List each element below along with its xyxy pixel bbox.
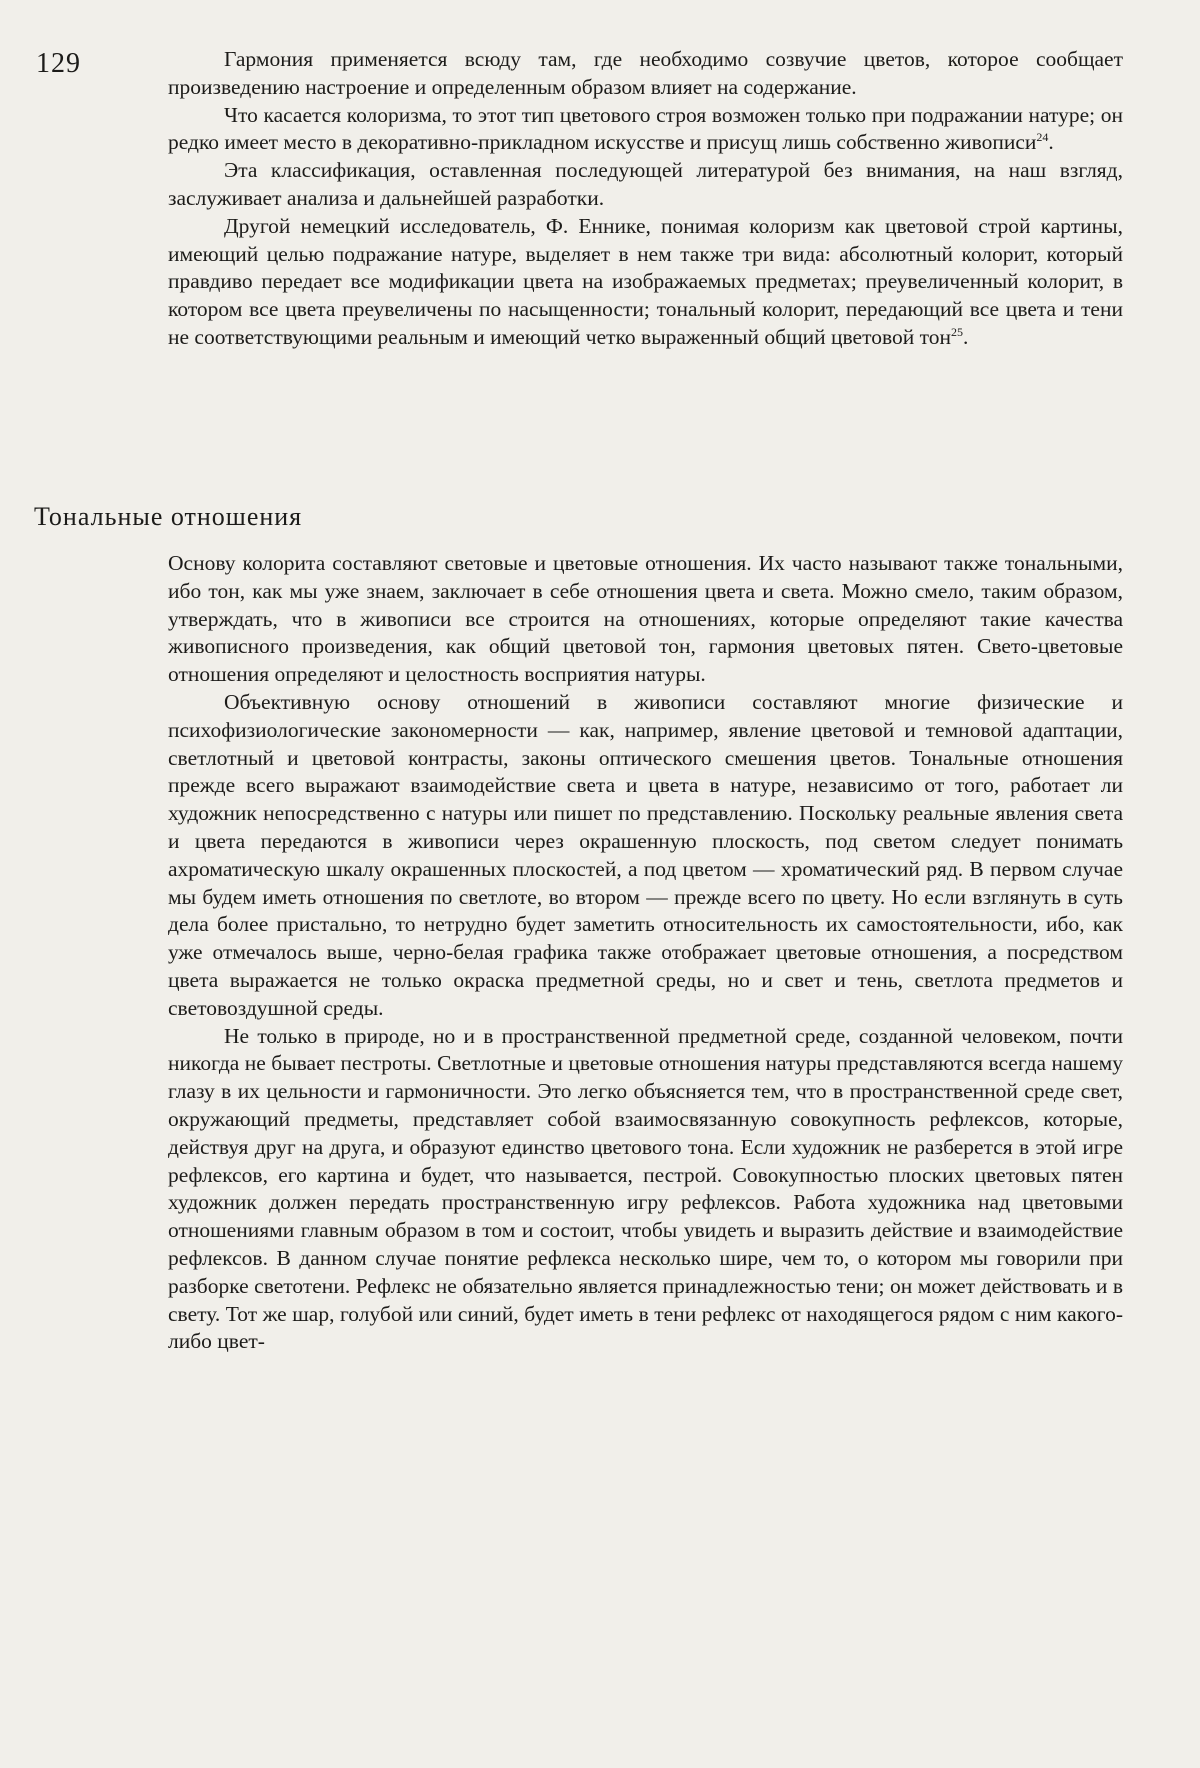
paragraph: Не только в природе, но и в пространственной предметной среде, созданной человеком, почти никогда не бывает пестроты. Светлотные и цветовые отношения натуры представляются всегда нашему глазу в их цельности и гармоничности. Это легко объясняется тем, что в пространственной среде свет, окружающий предметы, представляет собой взаимосвязанную совокупность рефлексов, которые, действуя друг на друга, и образуют единство цветового тона. Если художник не разберется в этой игре рефлексов, его картина и будет, что называется, пестрой. Совокупностью плоских цветовых пятен художник должен передать пространственную игру рефлексов. Работа художника над цветовыми отношениями главным образом в том и состоит, чтобы увидеть и выразить действие и взаимодействие рефлексов. В данном случае понятие рефлекса несколько шире, чем то, о котором мы говорили при разборке светотени. Рефлекс не обязательно является принадлежностью тени; он может действовать и в свету. Тот же шар, голубой или синий, будет иметь в тени рефлекс от находящегося рядом с ним какого-либо цвет- [168, 1023, 1123, 1357]
bottom-text-block [168, 550, 1123, 1356]
paragraph: Что касается колоризма, то этот тип цветового строя возможен только при подражании натуре; он редко имеет место в декоративно-прикладном искусстве и присущ лишь собственно живописи24. [168, 102, 1123, 158]
paragraph: Объективную основу отношений в живописи составляют многие физические и психофизиологические закономерности — как, например, явление цветовой и темновой адаптации, светлотный и цветовой контрасты, законы оптического смешения цветов. Тональные отношения прежде всего выражают взаимодействие света и цвета в натуре, независимо от того, работает ли художник непосредственно с натуры или пишет по представлению. Поскольку реальные явления света и цвета передаются в живописи через окрашенную плоскость, под светом следует понимать ахроматическую шкалу окрашенных плоскостей, а под цветом — хроматический ряд. В первом случае мы будем иметь отношения по светлоте, во втором — прежде всего по цвету. Но если взглянуть в суть дела более пристально, то нетрудно будет заметить относительность их самостоятельности, ибо, как уже отмечалось выше, черно-белая графика также отображает цветовые отношения, а посредством цвета выражается не только окраска предметной среды, но и свет и тень, светлота предметов и световоздушной среды. [168, 689, 1123, 1023]
section-heading: Тональные отношения [34, 502, 302, 532]
paragraph: Основу колорита составляют световые и цветовые отношения. Их часто называют также тональными, ибо тон, как мы уже знаем, заключает в себе отношения цвета и света. Можно смело, таким образом, утверждать, что в живописи все строится на отношениях, которые определяют такие качества живописного произведения, как общий цветовой тон, гармония цветовых пятен. Свето-цветовые отношения определяют и целостность восприятия натуры. [168, 550, 1123, 689]
page-number: 129 [36, 48, 81, 80]
paragraph: Эта классификация, оставленная последующей литературой без внимания, на наш взгляд, заслуживает анализа и дальнейшей разработки. [168, 157, 1123, 213]
book-page [0, 0, 1200, 1768]
paragraph: Другой немецкий исследователь, Ф. Еннике, понимая колоризм как цветовой строй картины, имеющий целью подражание натуре, выделяет в нем также три вида: абсолютный колорит, который правдиво передает все модификации цвета на изображаемых предметах; преувеличенный колорит, в котором все цвета преувеличены по насыщенности; тональный колорит, передающий все цвета и тени не соответствующими реальным и имеющий четко выраженный общий цветовой тон25. [168, 213, 1123, 352]
footnote-ref: 25 [951, 325, 963, 339]
footnote-ref: 24 [1036, 130, 1048, 144]
paragraph: Гармония применяется всюду там, где необходимо созвучие цветов, которое сообщает произведению настроение и определенным образом влияет на содержание. [168, 46, 1123, 102]
top-text-block [168, 46, 1123, 352]
